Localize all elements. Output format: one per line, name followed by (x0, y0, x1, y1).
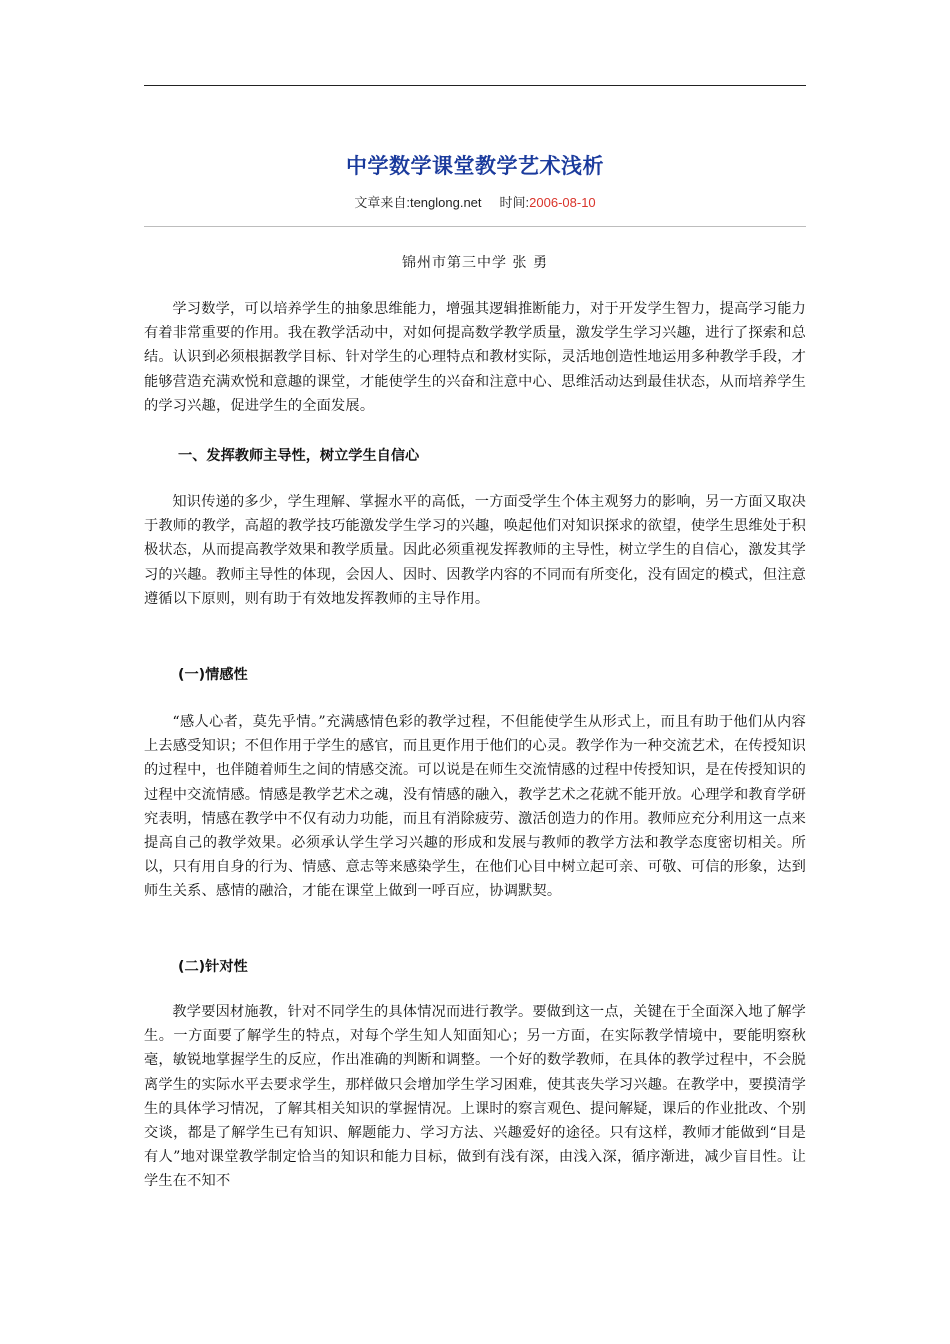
date-label: 时间: (499, 195, 530, 210)
subsection-2-paragraph: 教学要因材施教，针对不同学生的具体情况而进行教学。要做到这一点，关键在于全面深入地了解学生。一方面要了解学生的特点，对每个学生知人知面知心；另一方面，在实际教学情境中，要能明察秋毫，敏锐地掌握学生的反应，作出准确的判断和调整。一个好的数学教师，在具体的教学过程中，不会脱离学生的实际水平去要求学生，那样做只会增加学生学习困难，使其丧失学习兴趣。在教学中，要摸清学生的具体学习情况，了解其相关知识的掌握情况。上课时的察言观色、提问解疑，课后的作业批改、个别交谈，都是了解学生已有知识、解题能力、学习方法、兴趣爱好的途径。只有这样，教师才能做到“目是有人”地对课堂教学制定恰当的知识和能力目标，做到有浅有深，由浅入深，循序渐进，减少盲目性。让学生在不知不 (144, 1004, 806, 1190)
intro-paragraph: 学习数学，可以培养学生的抽象思维能力，增强其逻辑推断能力，对于开发学生智力，提高学习能力有着非常重要的作用。我在教学活动中，对如何提高数学教学质量，激发学生学习兴趣，进行了探索和总结。认识到必须根据教学目标、针对学生的心理特点和教材实际，灵活地创造性地运用多种教学手段，才能够营造充满欢悦和意趣的课堂，才能使学生的兴奋和注意中心、思维活动达到最佳状态，从而培养学生的学习兴趣，促进学生的全面发展。 (144, 301, 806, 414)
article-title: 中学数学课堂教学艺术浅析 (346, 154, 604, 178)
subsection-1-paragraph: “感人心者，莫先乎情。”充满感情色彩的教学过程，不但能使学生从形式上，而且有助于他们从内容上去感受知识；不但作用于学生的感官，而且更作用于他们的心灵。教学作为一种交流艺术，在传授知识的过程中，也伴随着师生之间的情感交流。可以说是在师生交流情感的过程中传授知识，是在传授知识的过程中交流情感。情感是教学艺术之魂，没有情感的融入，教学艺术之花就不能开放。心理学和教育学研究表明，情感在教学中不仅有动力功能，而且有消除疲劳、激活创造力的作用。教师应充分利用这一点来提高自己的教学效果。必须承认学生学习兴趣的形成和发展与教师的教学方法和教学态度密切相关。所以，只有用自身的行为、情感、意志等来感染学生，在他们心目中树立起可亲、可敬、可信的形象，达到师生关系、感情的融洽，才能在课堂上做到一呼百应，协调默契。 (144, 714, 806, 900)
top-divider (144, 85, 806, 86)
date-value: 2006-08-10 (529, 195, 596, 210)
article-meta (144, 193, 806, 213)
article-author: 锦州市第三中学 张 勇 (402, 255, 548, 271)
section-heading-1: 一、发挥教师主导性，树立学生自信心 (178, 448, 420, 464)
meta-divider (144, 226, 806, 227)
source-value: tenglong.net (409, 195, 482, 210)
section-1-paragraph: 知识传递的多少，学生理解、掌握水平的高低，一方面受学生个体主观努力的影响，另一方面又取决于教师的教学，高超的教学技巧能激发学生学习的兴趣，唤起他们对知识探求的欲望，使学生思维处于积极状态，从而提高教学效果和教学质量。因此必须重视发挥教师的主导性，树立学生的自信心，激发其学习的兴趣。教师主导性的体现，会因人、因时、因教学内容的不同而有所变化，没有固定的模式，但注意遵循以下原则，则有助于有效地发挥教师的主导作用。 (144, 494, 806, 607)
source-label: 文章来自: (354, 195, 410, 210)
subsection-heading-2: (二)针对性 (178, 959, 248, 975)
subsection-heading-1: (一)情感性 (178, 667, 248, 683)
